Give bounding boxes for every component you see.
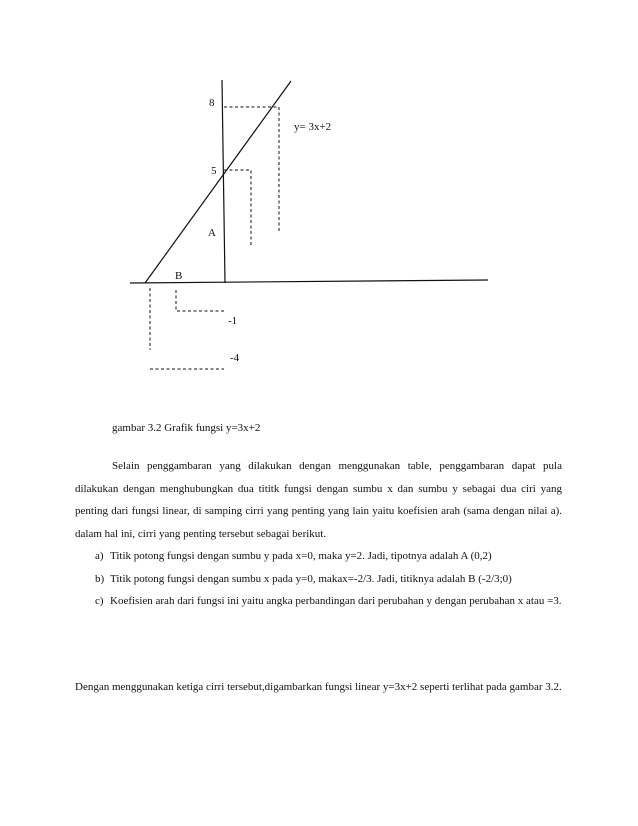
guide-5 — [224, 170, 251, 246]
figure-caption: gambar 3.2 Grafik fungsi y=3x+2 — [112, 422, 261, 434]
list-item — [75, 590, 562, 613]
list-text: Titik potong fungsi dengan sumbu x pada y=0, makax=-2/3. Jadi, titiknya adalah B (-2/3;0) — [110, 572, 512, 585]
paragraph-conclusion: Dengan menggunakan ketiga cirri tersebut,digambarkan fungsi linear y=3x+2 seperti terlihat pada gambar 3.2. — [75, 681, 562, 693]
list-text: Koefisien arah dari fungsi ini yaitu angka perbandingan dari perubahan y dengan perubahan x atau =3. — [110, 595, 562, 607]
x-axis — [130, 280, 488, 283]
label-neg1: -1 — [228, 315, 238, 327]
paragraph-intro: Selain penggambaran yang dilakukan dengan menggunakan table, penggambaran dapat pula dilakukan dengan menghubungkan dua tititk fungsi dengan sumbu x dan sumbu y sebagai dua ciri yang penting dari fungsi linear, di samping cirri yang penting yang lain yaitu koefisien arah (sama dengan nilai a). dalam hal ini, cirri yang penting tersebut sebagai berikut. — [75, 460, 562, 540]
label-neg4: -4 — [230, 352, 240, 364]
y-axis — [222, 80, 225, 283]
label-a: A — [208, 227, 216, 239]
list-marker: b) — [95, 572, 105, 585]
list-text: Titik potong fungsi dengan sumbu y pada x=0, maka y=2. Jadi, tipotnya adalah A (0,2) — [110, 550, 492, 562]
label-8: 8 — [209, 97, 215, 109]
list-marker: c) — [95, 595, 104, 607]
label-b: B — [175, 270, 183, 282]
function-graph — [0, 0, 638, 400]
list-item — [75, 545, 562, 568]
label-equation: y= 3x+2 — [294, 121, 332, 133]
guide-neg1 — [176, 290, 224, 311]
function-line — [145, 81, 291, 283]
label-5: 5 — [211, 165, 217, 177]
feature-list — [75, 545, 562, 613]
list-item — [75, 568, 562, 591]
list-marker: a) — [95, 550, 104, 562]
